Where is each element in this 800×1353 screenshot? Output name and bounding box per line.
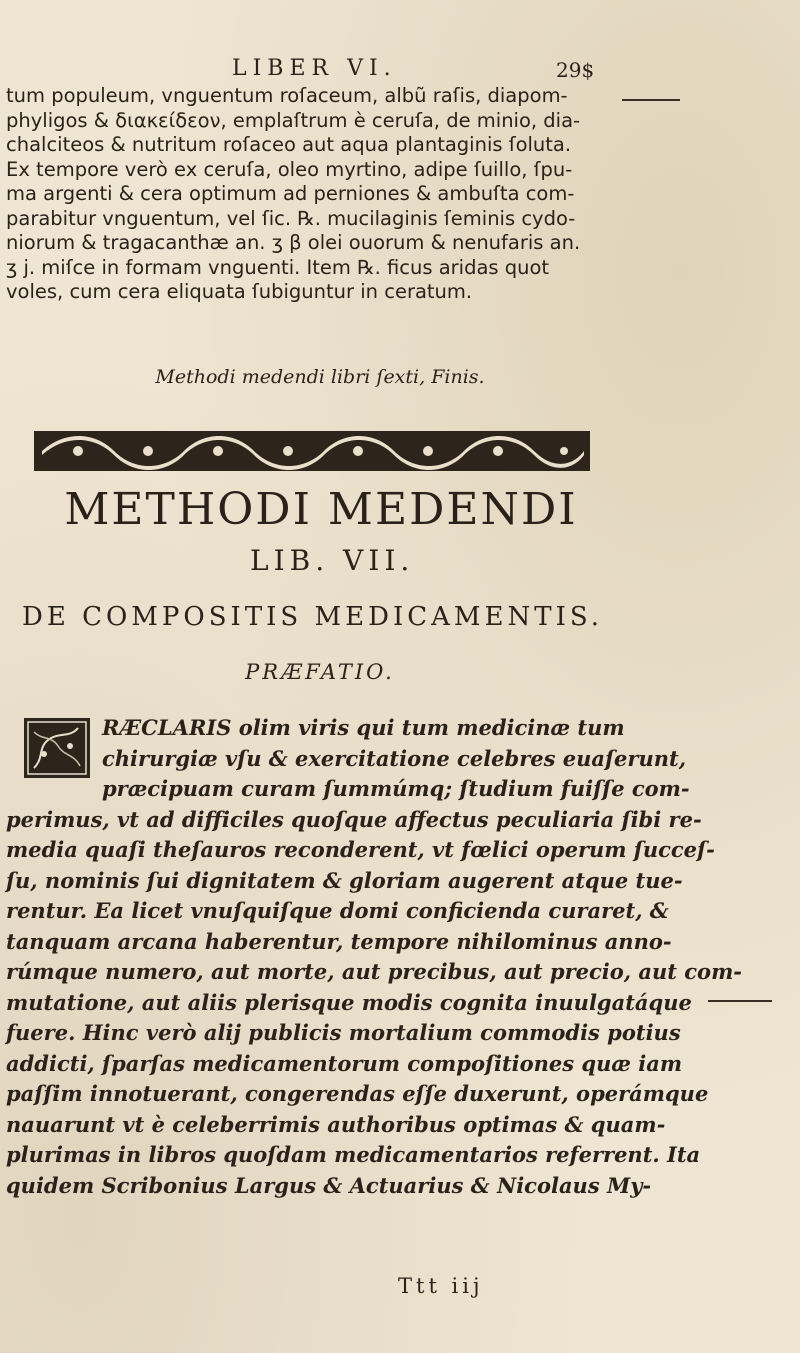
preface-text (6, 713, 743, 1201)
text-line: phyligos & διακείδεον, emplaſtrum è ceruſa, de minio, dia- (6, 108, 581, 132)
text-line: voles, cum cera eliquata ſubiguntur in ceratum. (6, 280, 473, 303)
preface-line: mutatione, aut aliis plerisque modis cognita inuulgatáque (6, 989, 692, 1015)
text-line: niorum & tragacanthæ an. ʒ β olei ouorum & nenufaris an. (6, 231, 581, 254)
text-line: parabitur vnguentum, vel ſic. ℞. mucilaginis ſeminis cydo- (6, 206, 576, 230)
signature-mark: Ttt iij (398, 1274, 484, 1298)
preface-line: perimus, vt ad difficiles quoſque affectus peculiaria ſibi re- (6, 806, 702, 832)
running-head: LIBER VI. (232, 56, 397, 81)
text-line: ʒ j. miſce in formam vnguenti. Item ℞. ficus aridas quot (6, 255, 550, 279)
text-line: ma argenti & cera optimum ad perniones & ambuſta com- (6, 182, 575, 205)
preface-line: rentur. Ea licet vnuſquiſque domi conficienda curaret, & (6, 898, 669, 923)
book-subtitle: DE COMPOSITIS MEDICAMENTIS. (22, 602, 604, 632)
margin-mark (622, 99, 680, 101)
preface-line: præcipuam curam ſummúmq; ſtudium fuiſſe com- (102, 776, 690, 801)
text-line: Ex tempore verò ex ceruſa, oleo myrtino, adipe ſuillo, ſpu- (6, 157, 573, 181)
preface-line: nauarunt vt è celeberrimis authoribus optimas & quam- (6, 1111, 666, 1137)
preface-line: quidem Scribonius Largus & Actuarius & Nicolaus My- (6, 1172, 652, 1198)
body-text (6, 84, 686, 305)
preface-line: RÆCLARIS olim viris qui tum medicinæ tum (102, 715, 625, 740)
section-heading: PRÆFATIO. (245, 660, 395, 684)
preface-line: plurimas in libros quoſdam medicamentarios referrent. Ita (6, 1142, 701, 1167)
finis-line: Methodi medendi libri ſexti, Finis. (155, 366, 485, 388)
preface-line: paſſim innotuerant, congerendas eſſe duxerunt, operámque (6, 1081, 709, 1106)
woodcut-ornament-icon (34, 425, 590, 477)
text-line: tum populeum, vnguentum roſaceum, albũ raſis, diapom- (6, 84, 568, 107)
preface-line: chirurgiæ vſu & exercitatione celebres euaſerunt, (102, 745, 687, 771)
preface-line: ſu, nominis ſui dignitatem & gloriam augerent atque tue- (6, 867, 683, 893)
page-number: 29$ (556, 58, 595, 82)
text-line: chalciteos & nutritum roſaceo aut aqua plantaginis ſoluta. (6, 133, 572, 156)
book-title: METHODI MEDENDI (64, 484, 578, 535)
book-number: LIB. VII. (250, 544, 415, 577)
preface-line: fuere. Hinc verò alij publicis mortalium commodis potius (6, 1020, 681, 1045)
preface-line: addicti, ſparſas medicamentorum compoſitiones quæ iam (6, 1050, 683, 1076)
preface-line: tanquam arcana haberentur, tempore nihilominus anno- (6, 928, 672, 954)
margin-mark (708, 1000, 772, 1002)
preface-line: rúmque numero, aut morte, aut precibus, aut precio, aut com- (6, 959, 743, 984)
preface-line: media quaſi theſauros reconderent, vt fœlici operum ſucceſ- (6, 837, 715, 862)
